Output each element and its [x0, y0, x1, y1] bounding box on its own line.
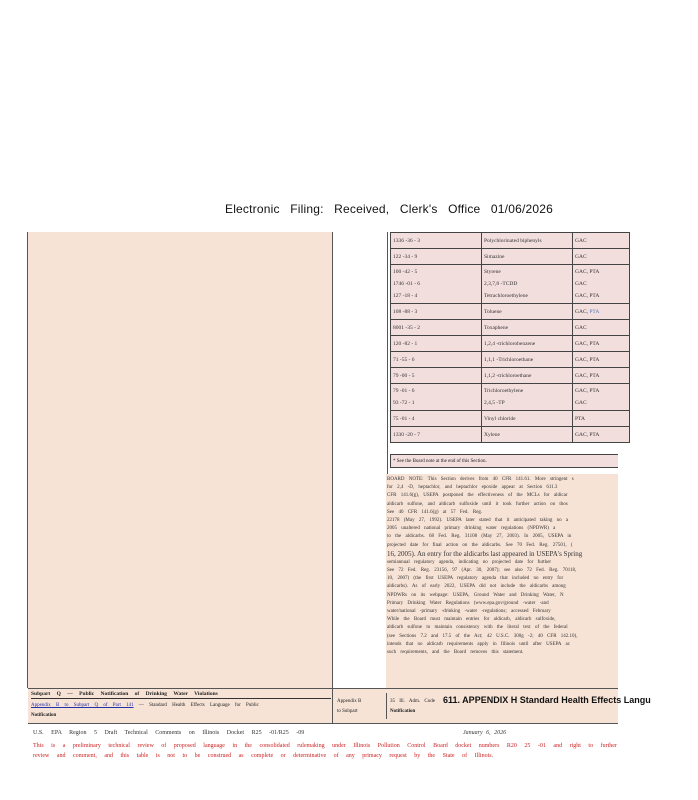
pta-highlight: PTA	[589, 308, 600, 315]
federal-heading-cell	[28, 689, 333, 723]
appendix-h-title: 611. APPENDIX H Standard Health Effects Langu	[443, 695, 651, 705]
technology-cell: GAC, PTA	[573, 352, 630, 368]
cas-number-cell: 120 -82 - 1	[391, 336, 482, 352]
column-divider	[386, 693, 387, 719]
board-note-line: 10, 2007) (the first USEPA regulatory agenda that included no entry for	[387, 576, 564, 582]
table-row	[391, 336, 630, 352]
cas-number-cell: 79 -00 - 5	[391, 368, 482, 384]
contaminant-name-cell: 1,2,4 -trichlorobenzene	[482, 336, 573, 352]
table-row	[391, 265, 630, 304]
board-note-line: CFR 141.6(g), USEPA postponed the effectiveness of the MCLs for aldicar	[387, 493, 568, 499]
table-row	[391, 233, 630, 249]
technology-cell: GAC, PTA	[573, 427, 630, 443]
disclaimer-text: This is a preliminary technical review of proposed language in the consolidated rulemaking under Illinois Pollution Control Board docket numbers R20 25 -01 and right to further review and comment, and this table is not to be construed as complete or determinative of any primacy request by the State of Illinois.	[33, 743, 617, 759]
board-note-line: water/national -primary -drinking -water -regulations; accessed February	[387, 609, 551, 615]
board-note-line: aldicarb sulfone to maintain consistency with the literal text of the federal	[387, 625, 568, 631]
cas-number-cell: 1330 -20 - 7	[391, 427, 482, 443]
technology-cell: PTA	[573, 411, 630, 427]
technology-cell: GAC, PTA	[573, 336, 630, 352]
technology-cell: GAC, PTA	[573, 368, 630, 384]
technology-cell: GAC	[573, 233, 630, 249]
document-date: January 6, 2026	[463, 730, 507, 736]
appendix-ref-label: Appendix B	[337, 699, 362, 704]
table-row	[391, 411, 630, 427]
document-source: U.S. EPA Region 5 Draft Technical Comments on Illinois Docket R25 -01/R25 -09	[33, 730, 305, 736]
appendix-rest: — Standard Health Effects Language for Public	[138, 703, 259, 708]
board-note-line: to the aldicarbs. 68 Fed. Reg. 31108 (May 27, 2003). In 2005, USEPA in	[387, 534, 572, 540]
contaminant-name-cell: Polychlorinated biphenyls	[482, 233, 573, 249]
document-meta	[33, 730, 507, 736]
contaminant-name-cell: Vinyl chloride	[482, 411, 573, 427]
federal-rule-column	[28, 232, 333, 688]
cas-number-cell: 108 -88 - 3	[391, 304, 482, 320]
board-note-line: semiannual regulatory agenda, indicating no projected date for further	[387, 559, 552, 565]
board-note-line: such requirements, and the Board removes this statement.	[387, 650, 524, 656]
contaminant-name-cell: 1,1,2 -trichloroethane	[482, 368, 573, 384]
cas-number-cell: 79 -01 - 6 93 -72 - 1	[391, 384, 482, 411]
cas-number-cell: 8001 -35 - 2	[391, 320, 482, 336]
contaminant-name-cell: 1,1,1 -Trichloroethane	[482, 352, 573, 368]
table-footnote: * See the Board note at the end of this Section.	[390, 454, 618, 468]
cas-number-cell: 75 -01 - 4	[391, 411, 482, 427]
appendix-link[interactable]: Appendix B to Subpart Q of Part 141	[31, 703, 134, 708]
board-note-line: NPDWRs on its webpage: USEPA, Ground Water and Drinking Water, N	[387, 592, 564, 598]
appendix-reference	[31, 703, 259, 708]
cas-number-cell: 1336 -36 - 3	[391, 233, 482, 249]
board-note-line: 2005 unaltered national primary drinking water regulations (NPDWR) a	[387, 526, 556, 532]
technology-cell: GAC, PTA	[573, 304, 630, 320]
contaminant-name-cell: Simazine	[482, 249, 573, 265]
code-label-2: Notification	[390, 709, 416, 714]
contaminant-technology-table	[390, 232, 630, 443]
filing-stamp-header: Electronic Filing: Received, Clerk's Office 01/06/2026	[224, 202, 553, 216]
board-note-line: projected date for final action on the aldicarbs. See 70 Fed. Reg. 27501, (	[387, 542, 573, 548]
board-note-line: See 40 CFR 141.6(g) at 57 Fed. Reg.	[387, 509, 483, 515]
section-heading-band	[28, 688, 651, 724]
board-note-line: for 2,4 -D, heptachlor, and heptachlor epoxide appear at Section 611.3	[387, 485, 558, 491]
technology-cell: GAC, PTA GAC GAC, PTA	[573, 265, 630, 304]
cas-number-cell: 122 -34 - 9	[391, 249, 482, 265]
table-row	[391, 427, 630, 443]
technology-cell: GAC, PTA GAC	[573, 384, 630, 411]
board-note-line: See 72 Fed. Reg. 23156, 97 (Apr. 30, 2007); see also 72 Fed. Reg. 70118,	[387, 568, 577, 574]
contaminant-name-cell: Toxaphene	[482, 320, 573, 336]
contaminant-name-cell: Styrene 2,3,7,8 -TCDD Tetrachloroethylene	[482, 265, 573, 304]
technology-cell: GAC	[573, 249, 630, 265]
board-note-line: intends that no aldicarb requirements apply in Illinois until after USEPA ac	[387, 641, 570, 647]
cas-number-cell: 71 -55 - 6	[391, 352, 482, 368]
appendix-ref-label-2: to Subpart	[337, 709, 358, 714]
state-heading-cell	[333, 689, 651, 723]
code-label: 35 Ill. Adm. Code	[390, 699, 435, 704]
table-row	[391, 304, 630, 320]
table-row	[391, 352, 630, 368]
contaminant-name-cell: Trichloroethylene 2,4,5 -TP	[482, 384, 573, 411]
board-note-line: 16, 2005). An entry for the aldicarbs last appeared in USEPA's Spring	[387, 549, 583, 558]
board-note-line: aldicarbs). As of early 2022, USEPA did not include the aldicarbs among	[387, 584, 566, 590]
subpart-title: Subpart Q — Public Notification of Drinking Water Violations	[31, 691, 331, 699]
contaminant-name-cell: Toluene	[482, 304, 573, 320]
table-row	[391, 249, 630, 265]
board-note-line: BOARD NOTE: This Section derives from 40 CFR 141.61. More stringent s	[387, 477, 574, 482]
board-note-line: aldicarb sulfone, and aldicarb sulfoxide until it took further action on thos	[387, 501, 568, 507]
cas-number-cell: 100 -42 - 5 1746 -01 - 6 127 -18 - 4	[391, 265, 482, 304]
board-note-line: Primary Drinking Water Regulations (www.epa.gov/ground -water -and	[387, 600, 549, 606]
board-note-line: 22178 (May 27, 1992). USEPA later stated that it anticipated taking no a	[387, 518, 569, 524]
contaminant-name-cell: Xylene	[482, 427, 573, 443]
table-row	[391, 384, 630, 411]
board-note	[386, 474, 618, 688]
appendix-title-end: Notification	[31, 713, 57, 718]
table-row	[391, 320, 630, 336]
board-note-line: (see Sections 7.2 and 17.5 of the Act; 42 U.S.C. 300g -2; 40 CFR 142.10),	[387, 633, 578, 639]
table-row	[391, 368, 630, 384]
section-reference-column	[333, 232, 388, 688]
board-note-line: While the Board must maintain entries for aldicarb, aldicarb sulfoxide,	[387, 617, 556, 623]
technology-cell: GAC	[573, 320, 630, 336]
